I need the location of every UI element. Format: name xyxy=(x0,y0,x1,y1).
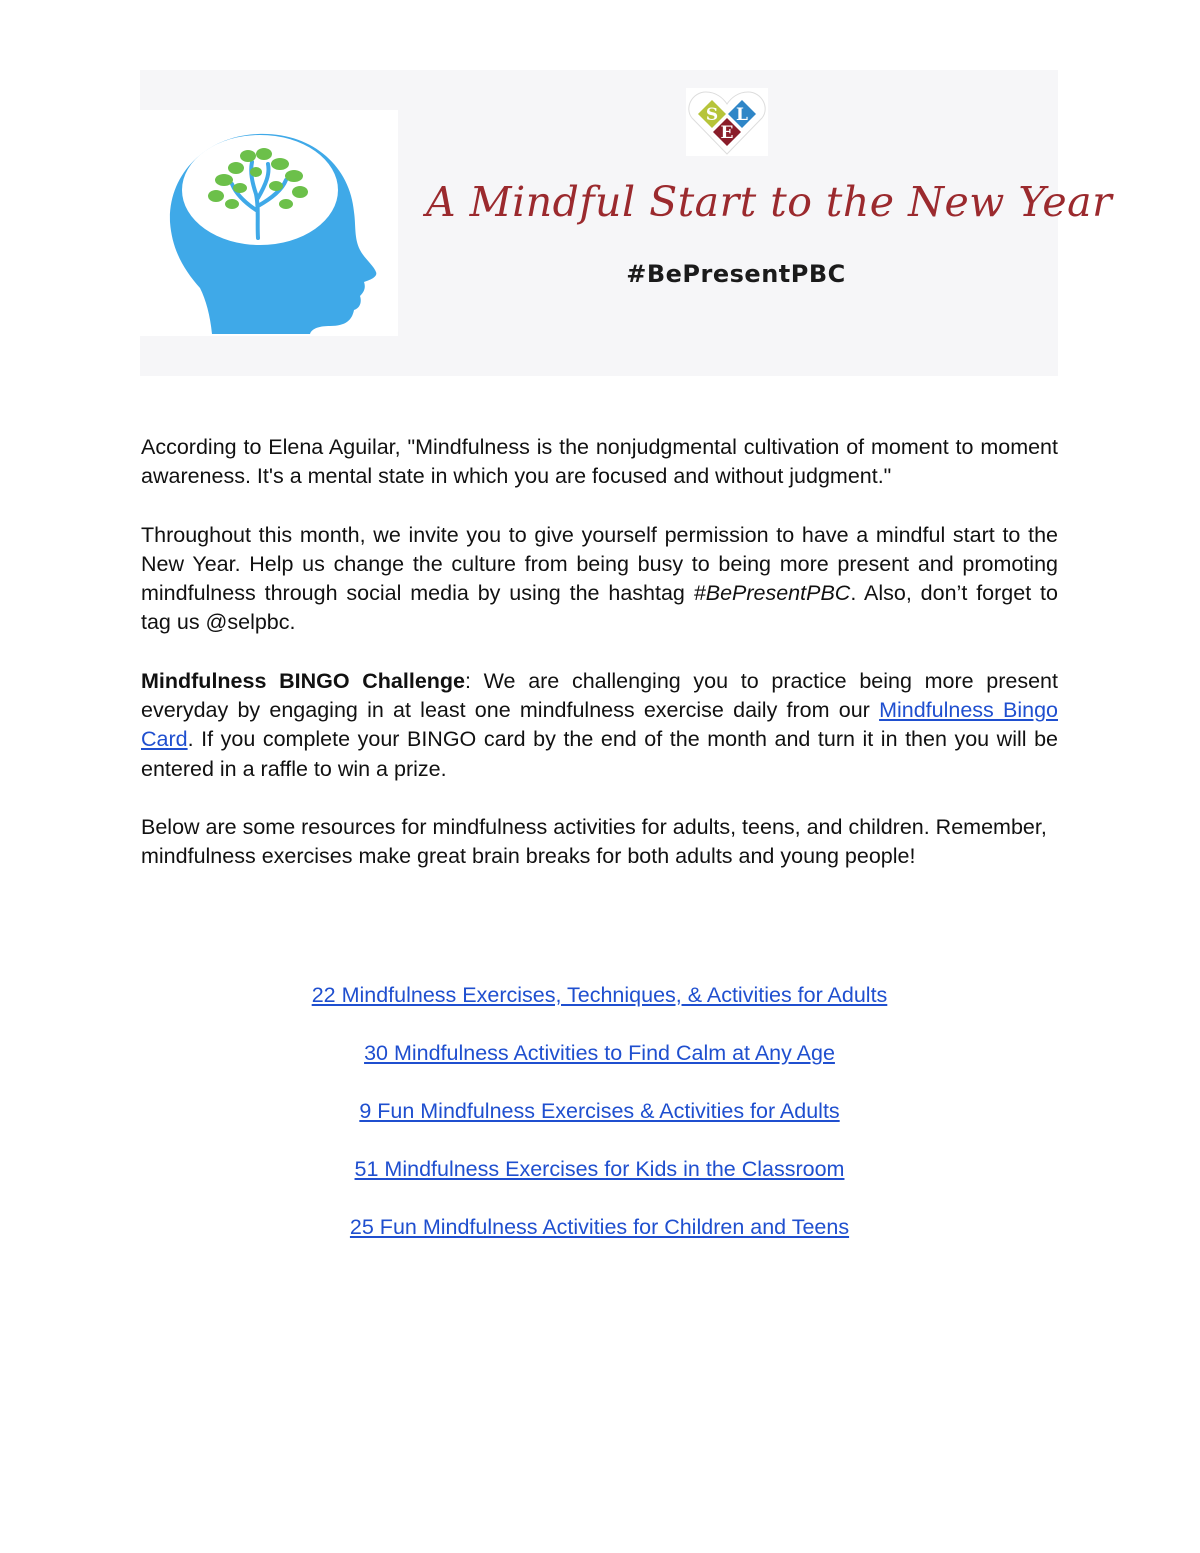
svg-text:E: E xyxy=(720,123,734,143)
bingo-text: : We are challenging you to practice being more present everyday by engaging in at least one mindfulness exercise daily from our xyxy=(141,668,1058,723)
resource-link-children-teens-25[interactable]: 25 Fun Mindfulness Activities for Children and Teens xyxy=(349,1215,850,1239)
resources-intro-paragraph xyxy=(141,813,1058,872)
banner-hashtag: #BePresentPBC xyxy=(626,260,846,288)
invite-tail: . Also, don’t forget to tag us @selpbc. xyxy=(141,581,1058,635)
quote-paragraph xyxy=(141,433,1058,492)
main-content xyxy=(141,433,1058,901)
banner-title: A Mindful Start to the New Year xyxy=(426,178,1113,226)
header-banner xyxy=(140,70,1113,376)
resource-link-adults-22[interactable]: 22 Mindfulness Exercises, Techniques, & Activities for Adults xyxy=(311,983,888,1007)
head-with-tree-icon xyxy=(140,110,398,336)
hashtag-text: #BePresentPBC xyxy=(693,581,851,606)
quote-text: According to Elena Aguilar, "Mindfulness is the nonjudgmental cultivation of moment to moment awareness. It's a mental state in which you are focused and without judgment." xyxy=(141,435,1058,489)
invite-paragraph xyxy=(141,521,1058,638)
resource-link-calm-30[interactable]: 30 Mindfulness Activities to Find Calm at Any Age xyxy=(364,1041,835,1065)
svg-text:S: S xyxy=(705,105,719,125)
resources-intro-text: Below are some resources for mindfulness activities for adults, teens, and children. Remember, mindfulness exercises make great brain breaks for both adults and young people! xyxy=(141,814,1047,869)
resource-link-adults-9[interactable]: 9 Fun Mindfulness Exercises & Activities for Adults xyxy=(359,1099,840,1123)
resource-links xyxy=(141,981,1058,1271)
bingo-tail: . If you complete your BINGO card by the end of the month and turn it in then you will be entered in a raffle to win a prize. xyxy=(141,727,1058,781)
sel-heart-logo xyxy=(686,88,768,156)
bingo-paragraph xyxy=(141,667,1058,784)
resource-link-kids-51[interactable]: 51 Mindfulness Exercises for Kids in the Classroom xyxy=(354,1157,845,1181)
invite-text: Throughout this month, we invite you to give yourself permission to have a mindful start to the New Year. Help us change the culture from being busy to being more present and promoting mindfulness through social media by using the hashtag xyxy=(141,522,1058,606)
bingo-heading: Mindfulness BINGO Challenge xyxy=(141,668,465,693)
svg-text:L: L xyxy=(736,105,748,125)
bingo-card-link[interactable]: Mindfulness Bingo Card xyxy=(141,698,1058,752)
